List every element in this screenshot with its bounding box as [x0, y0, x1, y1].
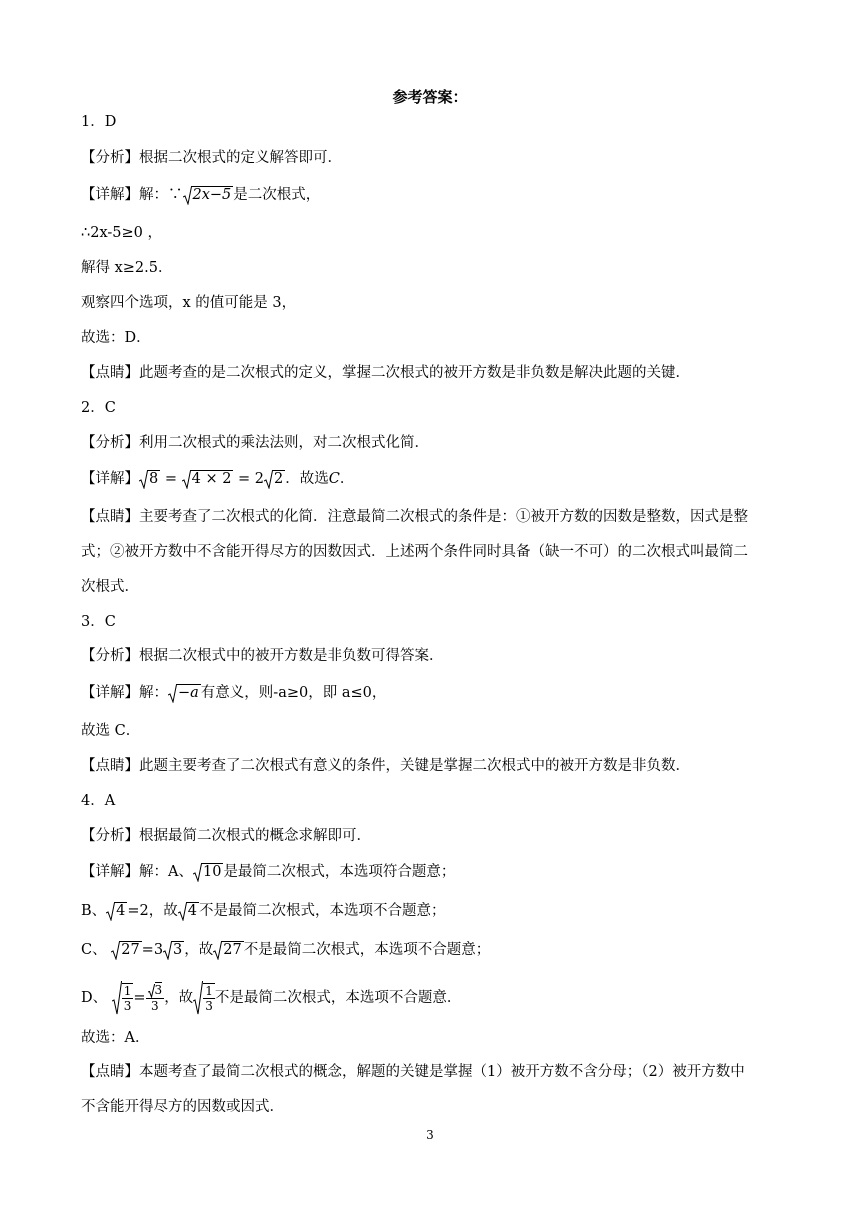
page-number: 3	[426, 1128, 434, 1142]
fraction	[203, 984, 215, 1013]
q1-radicand: 2x−5	[192, 187, 232, 203]
radical-sign-icon	[213, 941, 222, 960]
fraction-denominator: 3	[151, 998, 159, 1013]
q1-step2: 解得 x≥2.5．	[81, 260, 173, 276]
radical-sign-icon	[182, 470, 191, 489]
radical-sign-icon	[163, 941, 172, 960]
q4-a-prefix: 【详解】解：A、	[81, 864, 193, 880]
q4-analysis: 【分析】根据最简二次根式的概念求解即可．	[81, 828, 371, 844]
fraction-denominator: 3	[205, 999, 213, 1013]
q2-radicand-1: 8	[149, 471, 159, 487]
q2-analysis: 【分析】利用二次根式的乘法法则，对二次根式化简．	[81, 435, 429, 451]
q3-detail-prefix: 【详解】解：	[81, 685, 168, 701]
fraction	[146, 983, 165, 1013]
radical-sign-icon	[111, 941, 120, 960]
q4-d-mid: ，故	[164, 990, 194, 1006]
q1-step1: ∴2x-5≥0 ，	[81, 225, 162, 241]
q2-detail-end: ．	[339, 471, 355, 487]
q4-c-suffix: 不是最简二次根式，本选项不合题意；	[243, 942, 491, 958]
radical-sign-icon	[106, 902, 115, 921]
sqrt-expression	[182, 469, 234, 489]
q4-b-prefix: B、	[81, 903, 107, 919]
q4-header: 4．A	[81, 793, 116, 809]
q3-analysis: 【分析】根据二次根式中的被开方数是非负数可得答案．	[81, 648, 444, 664]
q4-option-d	[81, 980, 461, 1016]
q2-detail-prefix: 【详解】	[81, 471, 139, 487]
sqrt-expression	[183, 185, 234, 205]
q3-radicand: −a	[178, 685, 199, 701]
sqrt-expression	[168, 683, 201, 703]
q4-option-c	[81, 940, 490, 960]
q2-comment-line2: 式；②被开方数中不含能开得尽方的因数因式．上述两个条件同时具备（缺一不可）的二次根式叫最简二	[81, 544, 748, 560]
q4-a-radicand: 10	[202, 864, 222, 880]
q1-choose: 故选：D．	[81, 330, 151, 346]
q2-equals-2: = 2	[233, 471, 265, 487]
q4-b-suffix: 不是最简二次根式，本选项不合题意；	[199, 903, 446, 919]
q1-header: 1．D	[81, 114, 117, 130]
sqrt-expression	[111, 940, 141, 960]
radical-sign-icon	[193, 863, 202, 882]
q2-detail-letter: C	[328, 471, 340, 487]
radical-sign-icon	[193, 981, 203, 1015]
q4-b-mid: =2，故	[127, 903, 178, 919]
sqrt-expression	[213, 940, 243, 960]
q2-equals-1: =	[160, 471, 182, 487]
radical-sign-icon	[264, 470, 273, 489]
q4-d-suffix: 不是最简二次根式，本选项不合题意．	[214, 990, 462, 1006]
q3-detail-suffix: 有意义，则-a≥0，即 a≤0，	[200, 685, 387, 701]
q4-c-radicand-2: 3	[173, 942, 183, 958]
q1-detail-suffix: 是二次根式，	[233, 187, 321, 203]
radical-sign-icon	[168, 684, 177, 703]
radical-sign-icon	[183, 186, 192, 205]
q2-comment-line1: 【点睛】主要考查了二次根式的化简．注意最简二次根式的条件是：①被开方数的因数是整数，因式是整	[81, 509, 748, 525]
q4-comment-line1: 【点睛】本题考查了最简二次根式的概念，解题的关键是掌握（1）被开方数不含分母；（2）被开方数中	[81, 1064, 745, 1080]
q4-option-b	[81, 901, 446, 921]
q4-c-radicand: 27	[121, 942, 140, 958]
q2-comment-line3: 次根式．	[81, 579, 139, 595]
q3-comment: 【点睛】此题主要考查了二次根式有意义的条件，关键是掌握二次根式中的被开方数是非负数．	[81, 758, 690, 774]
q3-detail	[81, 683, 386, 703]
q1-comment: 【点睛】此题考查的是二次根式的定义，掌握二次根式的被开方数是非负数是解决此题的关键．	[81, 365, 690, 381]
sqrt-expression	[193, 862, 223, 882]
sqrt-fraction	[193, 980, 215, 1016]
sqrt-expression	[148, 983, 163, 998]
q4-b-radicand-2: 4	[187, 903, 197, 919]
fraction-numerator: 1	[123, 984, 132, 998]
radical-sign-icon	[112, 981, 122, 1015]
sqrt-expression	[178, 901, 199, 921]
fraction-denominator: 3	[123, 999, 132, 1013]
q4-c-radicand-3: 27	[223, 942, 242, 958]
q2-radicand-2: 4 × 2	[191, 471, 232, 487]
q1-detail	[81, 185, 320, 205]
q2-radicand-3: 2	[274, 471, 284, 487]
q2-detail	[81, 469, 354, 489]
q2-header: 2．C	[81, 400, 116, 416]
sqrt-expression	[106, 901, 127, 921]
q4-option-a	[81, 862, 455, 882]
sqrt-fraction	[112, 980, 134, 1016]
q4-d-equals: =	[133, 990, 146, 1006]
q2-detail-suffix: ．故选	[285, 471, 329, 487]
q3-choose: 故选 C．	[81, 723, 141, 739]
sqrt-expression	[163, 940, 184, 960]
fraction-numerator	[146, 983, 165, 999]
q3-header: 3．C	[81, 614, 116, 630]
fraction-numerator: 1	[205, 984, 213, 998]
q1-detail-prefix: 【详解】解：∵	[81, 187, 183, 203]
q4-comment-line2: 不含能开得尽方的因数或因式．	[81, 1099, 284, 1115]
q4-b-radicand: 4	[116, 903, 126, 919]
radical-sign-icon	[178, 902, 187, 921]
radical-sign-icon	[148, 984, 155, 998]
q4-c-prefix: C、	[81, 942, 112, 958]
q4-c-mid: =3	[141, 942, 164, 958]
page-title: 参考答案：	[392, 88, 468, 106]
q4-d-radicand: 3	[154, 983, 163, 998]
q1-analysis: 【分析】根据二次根式的定义解答即可．	[81, 150, 342, 166]
fraction	[122, 984, 134, 1013]
q4-d-prefix: D、	[81, 990, 112, 1006]
sqrt-expression	[264, 469, 285, 489]
radical-sign-icon	[139, 470, 148, 489]
q4-a-suffix: 是最简二次根式，本选项符合题意；	[223, 864, 456, 880]
q4-choose: 故选：A．	[81, 1030, 150, 1046]
q4-c-mid-2: ，故	[184, 942, 214, 958]
q1-step3: 观察四个选项，x 的值可能是 3，	[81, 295, 297, 311]
sqrt-expression	[139, 469, 160, 489]
